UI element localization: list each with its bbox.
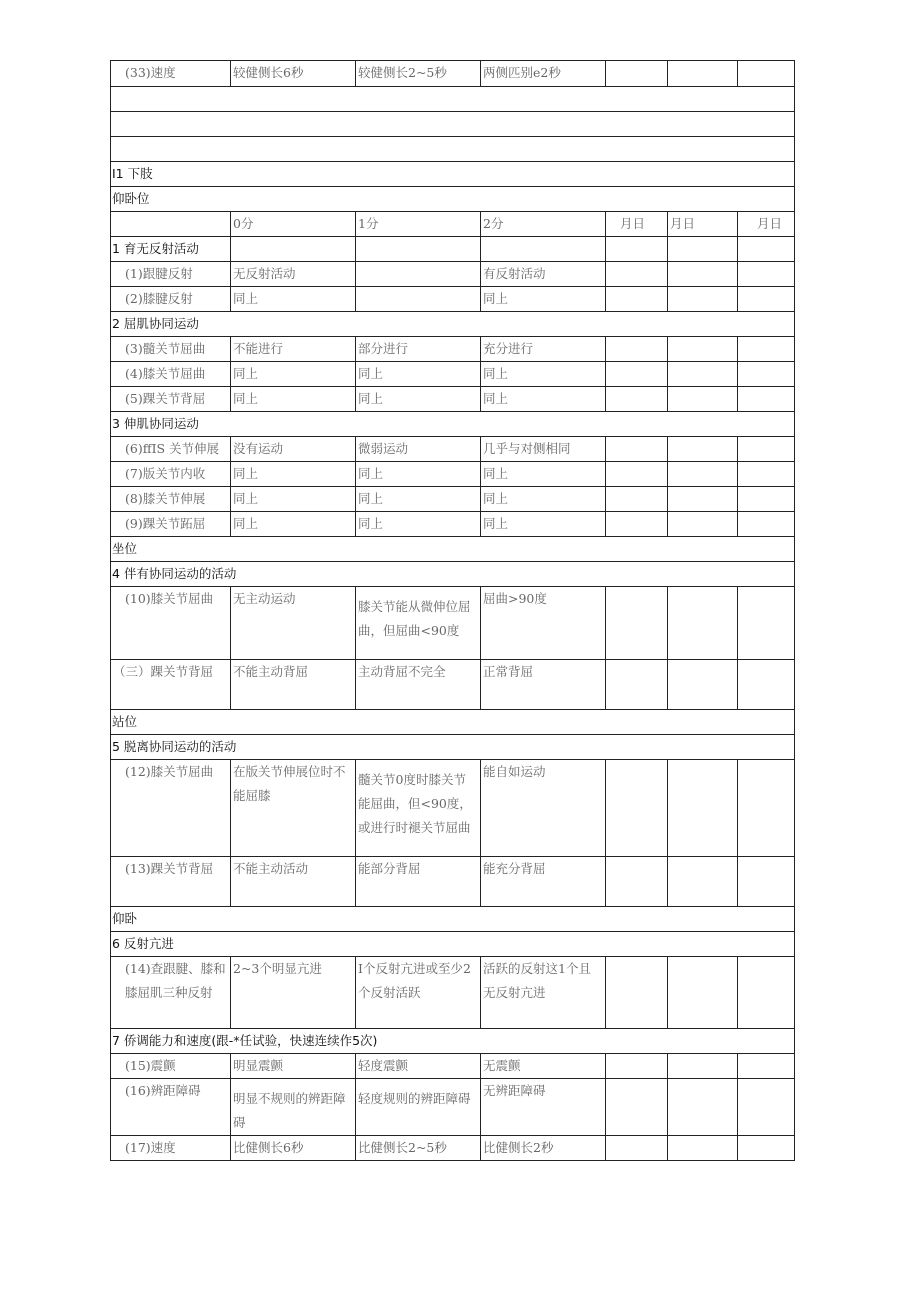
date-cell[interactable] [738,362,795,387]
item-label: (3)髓关节屈曲 [111,337,231,362]
score-0-text: 同上 [231,487,356,512]
score-1-text: 同上 [356,362,481,387]
table-row [111,462,795,487]
position-sitting: 坐位 [111,537,795,562]
section-row [111,710,795,735]
score-0-text: 比健侧长6秒 [231,1136,356,1161]
date-cell[interactable] [668,1079,738,1136]
position-standing: 站位 [111,710,795,735]
date-cell[interactable] [738,857,795,907]
date-cell[interactable] [668,237,738,262]
section-row [111,735,795,760]
group-title: 3 伸肌协同运动 [111,412,795,437]
section-row [111,187,795,212]
date-cell[interactable] [738,287,795,312]
score-0-text: 同上 [231,387,356,412]
score-0-text: 在版关节伸展位时不能屈膝 [231,760,356,857]
score-1-text [356,262,481,287]
date-cell[interactable] [738,487,795,512]
position-supine: 仰卧位 [111,187,795,212]
score-0-text: 同上 [231,362,356,387]
date-cell[interactable] [668,262,738,287]
table-row [111,587,795,660]
score-0-text: 明显震颤 [231,1054,356,1079]
table-row [111,61,795,87]
score-2-text: 充分进行 [481,337,606,362]
group-row [111,237,795,262]
score-2-text: 同上 [481,387,606,412]
item-label: (14)查跟腱、膝和膝屈肌三种反射 [111,957,231,1029]
score-1-text: 同上 [356,512,481,537]
score-1-text: 比健侧长2~5秒 [356,1136,481,1161]
score-1-text: 轻度震颤 [356,1054,481,1079]
date-cell[interactable] [738,1136,795,1161]
score-2-text: 无震颤 [481,1054,606,1079]
score-0-text: 没有运动 [231,437,356,462]
group-title: 4 伴有协同运动的活动 [111,562,795,587]
date-cell[interactable] [606,487,668,512]
date-cell[interactable] [668,1054,738,1079]
blank-cell [111,137,795,162]
date-cell[interactable] [738,262,795,287]
score-1-text: I个反射亢进或至少2个反射活跃 [356,957,481,1029]
score-2-text: 两侧匹别e2秒 [481,61,606,87]
score-1-text: 膝关节能从微伸位屈曲，但屈曲<90度 [356,587,481,660]
score-0-text: 同上 [231,512,356,537]
table-row [111,1079,795,1136]
table-row [111,337,795,362]
score-header-2: 2分 [481,212,606,237]
date-cell[interactable] [738,337,795,362]
score-2-text: 同上 [481,287,606,312]
date-cell[interactable] [668,462,738,487]
item-label: (12)膝关节屈曲 [111,760,231,857]
date-cell[interactable] [606,61,668,87]
date-cell[interactable] [606,262,668,287]
score-1-text [356,287,481,312]
item-label: (6)ffIS 关节伸展 [111,437,231,462]
table-row [111,660,795,710]
score-2-text: 同上 [481,487,606,512]
date-header: 月日 [606,212,668,237]
date-cell[interactable] [668,337,738,362]
score-0-text: 较健侧长6秒 [231,61,356,87]
date-cell[interactable] [606,337,668,362]
table-row [111,387,795,412]
date-cell[interactable] [738,237,795,262]
date-cell[interactable] [606,362,668,387]
section-row [111,162,795,187]
blank-row [111,112,795,137]
table-row [111,1054,795,1079]
score-0-text: 2~3个明显亢进 [231,957,356,1029]
score-1-text: 同上 [356,387,481,412]
date-cell[interactable] [606,1136,668,1161]
item-label: (13)踝关节背屈 [111,857,231,907]
blank-cell [111,112,795,137]
score-1-text: 微弱运动 [356,437,481,462]
date-header: 月日 [668,212,738,237]
date-cell[interactable] [738,660,795,710]
score-2-text: 活跃的反射这1个且无反射亢进 [481,957,606,1029]
score-2-text: 正常背屈 [481,660,606,710]
score-0-text: 明显不规则的辨距障碍 [231,1079,356,1136]
date-cell[interactable] [738,587,795,660]
section-row [111,537,795,562]
header-row [111,212,795,237]
score-0-text: 不能主动活动 [231,857,356,907]
date-cell[interactable] [738,1054,795,1079]
table-row [111,437,795,462]
section-row [111,412,795,437]
date-cell[interactable] [668,362,738,387]
date-cell[interactable] [668,760,738,857]
date-cell[interactable] [606,237,668,262]
score-2-text: 同上 [481,362,606,387]
date-cell[interactable] [668,437,738,462]
section-row [111,562,795,587]
date-cell[interactable] [606,512,668,537]
date-cell[interactable] [738,387,795,412]
table-row [111,760,795,857]
date-cell[interactable] [668,387,738,412]
table-row [111,1136,795,1161]
date-cell[interactable] [738,1079,795,1136]
score-1-text: 主动背屈不完全 [356,660,481,710]
item-label: (17)速度 [111,1136,231,1161]
score-0-text: 同上 [231,462,356,487]
table-row [111,287,795,312]
score-2-text: 屈曲>90度 [481,587,606,660]
group-title: 5 脱离协同运动的活动 [111,735,795,760]
date-cell[interactable] [606,957,668,1029]
blank-row [111,87,795,112]
date-cell[interactable] [668,957,738,1029]
score-2-text: 能充分背屈 [481,857,606,907]
score-2-text: 比健侧长2秒 [481,1136,606,1161]
date-cell[interactable] [668,512,738,537]
item-label: (1)跟腱反射 [111,262,231,287]
score-1-text: 同上 [356,462,481,487]
score-1-text: 同上 [356,487,481,512]
table-row [111,512,795,537]
date-cell[interactable] [606,462,668,487]
score-header-0: 0分 [231,212,356,237]
date-cell[interactable] [606,1079,668,1136]
section-row [111,312,795,337]
date-cell[interactable] [738,61,795,87]
item-label: (5)踝关节背屈 [111,387,231,412]
item-label: (10)膝关节屈曲 [111,587,231,660]
section-row [111,1029,795,1054]
score-1-text: 轻度规则的辨距障碍 [356,1079,481,1136]
group-title: 6 反射亢进 [111,932,795,957]
item-label: (7)版关节内收 [111,462,231,487]
score-0-text: 不能进行 [231,337,356,362]
section-row [111,907,795,932]
date-cell[interactable] [606,1054,668,1079]
item-label: (33)速度 [111,61,231,87]
score-0-text: 无主动运动 [231,587,356,660]
date-cell[interactable] [606,387,668,412]
blank-row [111,137,795,162]
date-cell[interactable] [668,487,738,512]
date-header: 月日 [738,212,795,237]
score-0-text: 不能主动背屈 [231,660,356,710]
date-cell[interactable] [668,857,738,907]
group-title: 2 屈肌协同运动 [111,312,795,337]
section-row [111,932,795,957]
date-cell[interactable] [668,660,738,710]
group-title: 7 侨调能力和速度(跟-*任试验，快速连续作5次) [111,1029,795,1054]
table-row [111,857,795,907]
date-cell[interactable] [668,61,738,87]
score-header-1: 1分 [356,212,481,237]
date-cell[interactable] [738,512,795,537]
assessment-table [110,60,795,1161]
score-2-text: 能自如运动 [481,760,606,857]
item-label: (2)膝腱反射 [111,287,231,312]
date-cell[interactable] [738,462,795,487]
date-cell[interactable] [606,660,668,710]
score-1-text: 较健侧长2~5秒 [356,61,481,87]
group-title: 1 育无反射活动 [111,237,231,262]
date-cell[interactable] [738,957,795,1029]
score-2-text: 同上 [481,462,606,487]
date-cell[interactable] [606,287,668,312]
score-0-text: 无反射活动 [231,262,356,287]
score-1-text: 部分进行 [356,337,481,362]
score-1-text: 能部分背屈 [356,857,481,907]
score-2-text: 无辨距障碍 [481,1079,606,1136]
date-cell[interactable] [668,1136,738,1161]
item-label: (8)膝关节伸展 [111,487,231,512]
date-cell[interactable] [668,587,738,660]
score-2-text: 几乎与对侧相同 [481,437,606,462]
date-cell[interactable] [738,760,795,857]
item-label: (16)辨距障碍 [111,1079,231,1136]
date-cell[interactable] [606,437,668,462]
date-cell[interactable] [668,287,738,312]
date-cell[interactable] [606,760,668,857]
score-2-text: 同上 [481,512,606,537]
table-row [111,957,795,1029]
item-label: (4)膝关节屈曲 [111,362,231,387]
score-0-text: 同上 [231,287,356,312]
header-blank [111,212,231,237]
score-2-text: 有反射活动 [481,262,606,287]
date-cell[interactable] [606,857,668,907]
table-row [111,487,795,512]
item-label: （三）踝关节背屈 [111,660,231,710]
table-row [111,262,795,287]
blank-cell [111,87,795,112]
table-row [111,362,795,387]
section-title-lower-limb: I1 下肢 [111,162,795,187]
item-label: (9)踝关节跖屈 [111,512,231,537]
position-supine-2: 仰卧 [111,907,795,932]
date-cell[interactable] [606,587,668,660]
item-label: (15)震颤 [111,1054,231,1079]
date-cell[interactable] [738,437,795,462]
score-1-text: 髓关节0度时膝关节能屈曲，但<90度，或进行时褪关节屈曲 [356,760,481,857]
